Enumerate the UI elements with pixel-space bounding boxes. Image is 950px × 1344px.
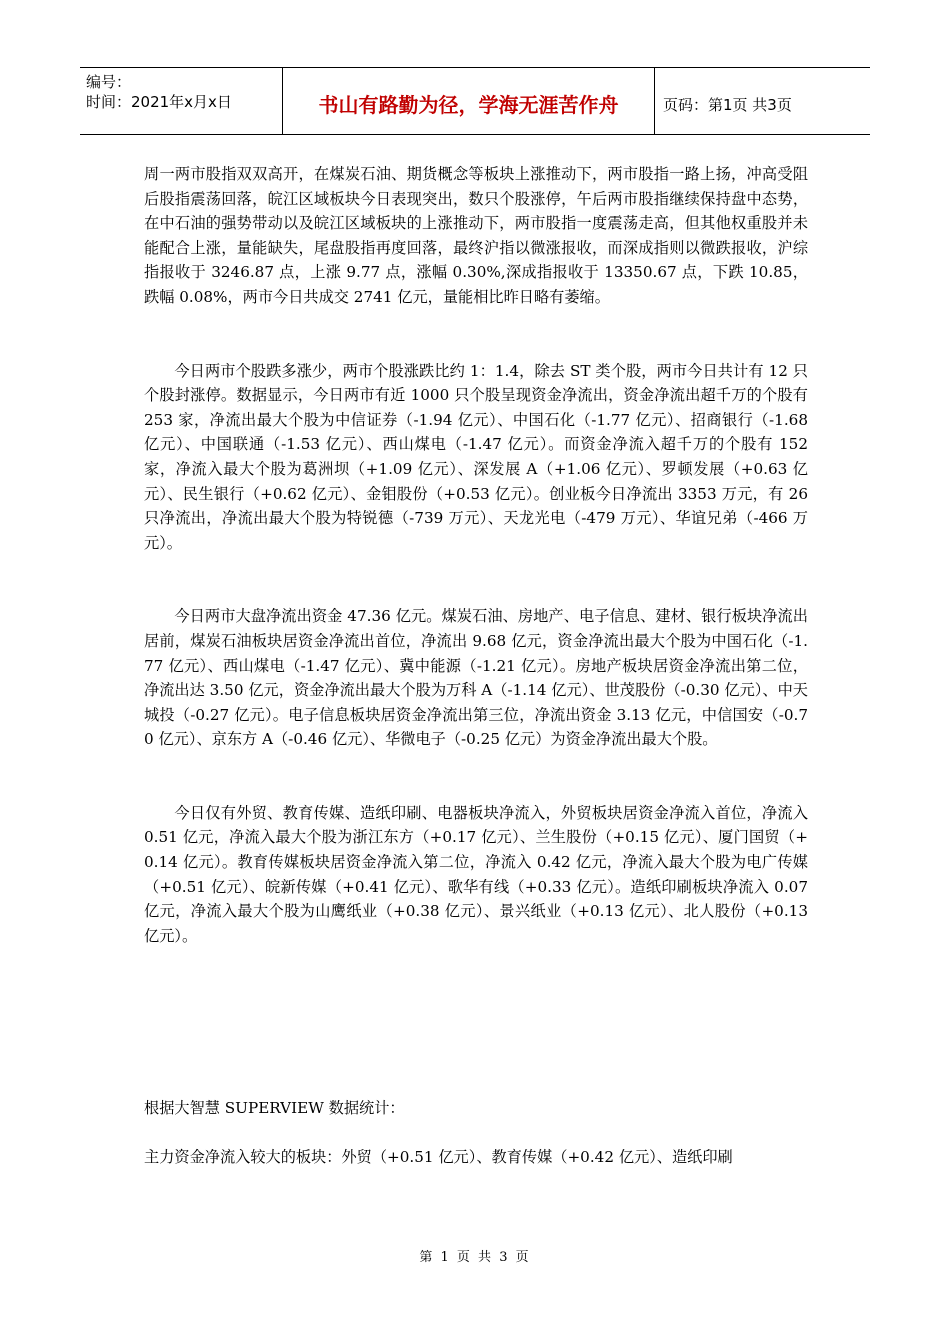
paragraph-sector-inflows: 今日仅有外贸、教育传媒、造纸印刷、电器板块净流入，外贸板块居资金净流入首位，净流入 0.51 亿元，净流入最大个股为浙江东方（+0.17 亿元）、兰生股份（+0.15 亿元）、厦门国贸（+0.14 亿元）。教育传媒板块居资金净流入第二位，净流入 0.42 亿元，净流入最大个股为电广传媒（+0.51 亿元）、皖新传媒（+0.41 亿元）、歌华有线（+0.33 亿元）。造纸印刷板块净流入 0.07 亿元，净流入最大个股为山鹰纸业（+0.38 亿元）、景兴纸业（+0.13 亿元）、北人股份（+0.13 亿元）。 <box>144 803 808 945</box>
document-header <box>80 67 870 135</box>
page-footer: 第 1 页 共 3 页 <box>419 1250 531 1265</box>
header-motto-cell <box>283 68 655 134</box>
header-page-label: 页码：第1页 共3页 <box>663 95 792 114</box>
paragraph-market-summary: 周一两市股指双双高开，在煤炭石油、期货概念等板块上涨推动下，两市股指一路上扬，冲高受阻后股指震荡回落，皖江区域板块今日表现突出，数只个股涨停，午后两市股指继续保持盘中态势，在中石油的强势带动以及皖江区域板块的上涨推动下，两市股指一度震荡走高，但其他权重股并未能配合上涨，量能缺失，尾盘股指再度回落，最终沪指以微涨报收，而深成指则以微跌报收，沪综指报收于 3246.87 点，上涨 9.77 点，涨幅 0.30%,深成指报收于 13350.67 点，下跌 10.85，跌幅 0.08%，两市今日共成交 2741 亿元，量能相比昨日略有萎缩。 <box>144 165 808 306</box>
paragraph-data-source: 根据大智慧 SUPERVIEW 数据统计： <box>144 1099 405 1118</box>
header-page-cell <box>655 68 870 134</box>
paragraph-sector-outflows: 今日两市大盘净流出资金 47.36 亿元。煤炭石油、房地产、电子信息、建材、银行板块净流出居前，煤炭石油板块居资金净流出首位，净流出 9.68 亿元，资金净流出最大个股为中国石化（-1.77 亿元）、西山煤电（-1.47 亿元）、冀中能源（-1.21 亿元）。房地产板块居资金净流出第二位，净流出达 3.50 亿元，资金净流出最大个股为万科 A（-1.14 亿元）、世茂股份（-0.30 亿元）、中天城投（-0.27 亿元）。电子信息板块居资金净流出第三位，净流出资金 3.13 亿元，中信国安（-0.70 亿元）、京东方 A（-0.46 亿元）、华微电子（-0.25 亿元）为资金净流出最大个股。 <box>144 607 808 749</box>
document-time-label: 时间：2021年x月x日 <box>86 93 232 111</box>
header-meta-cell <box>80 68 283 134</box>
document-number-label: 编号： <box>86 73 132 91</box>
document-body <box>144 162 808 1170</box>
paragraph-stock-flows: 今日两市个股跌多涨少，两市个股涨跌比约 1：1.4，除去 ST 类个股，两市今日共计有 12 只个股封涨停。数据显示，今日两市有近 1000 只个股呈现资金净流出，资金净流出超千万的个股有 253 家，净流出最大个股为中信证券（-1.94 亿元）、中国石化（-1.77 亿元）、招商银行（-1.68 亿元）、中国联通（-1.53 亿元）、西山煤电（-1.47 亿元）。而资金净流入超千万的个股有 152 家，净流入最大个股为葛洲坝（+1.09 亿元）、深发展 A（+1.06 亿元）、罗顿发展（+0.63 亿元）、民生银行（+0.62 亿元）、金钼股份（+0.53 亿元）。创业板今日净流出 3353 万元，有 26 只净流出，净流出最大个股为特锐德（-739 万元）、天龙光电（-479 万元）、华谊兄弟（-466 万元）。 <box>144 361 808 552</box>
header-motto: 书山有路勤为径，学海无涯苦作舟 <box>318 92 619 117</box>
paragraph-main-inflow-sectors: 主力资金净流入较大的板块：外贸（+0.51 亿元）、教育传媒（+0.42 亿元）、造纸印刷 <box>144 1148 733 1167</box>
